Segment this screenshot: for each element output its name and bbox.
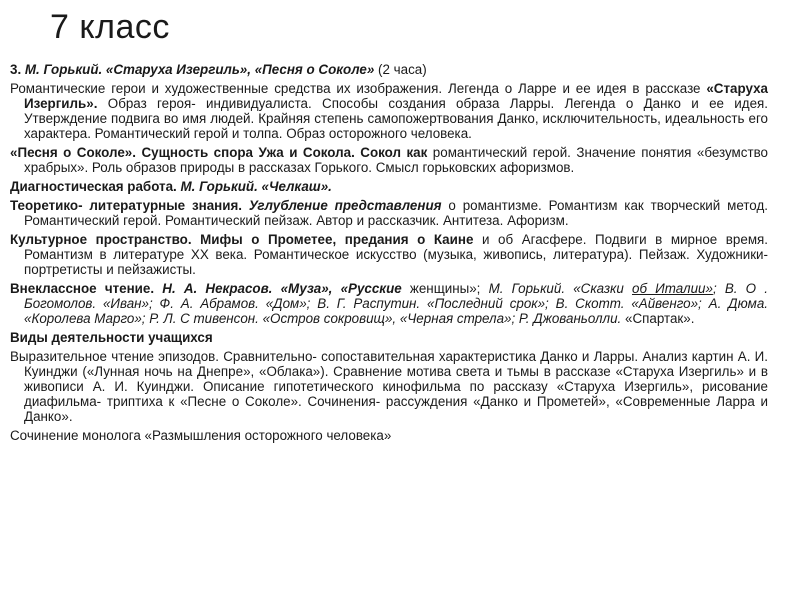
text-segment-bold-italic: Углубление представления [248,198,442,213]
text-segment: романтический герой. Значение понятия «безумство храбрых». Роль образов природы в рассказах Горького. Смысл горьковских афоризмов. [24,145,768,175]
text-segment: Романтические герои и художественные средства их изображения. Легенда о Ларре и ее идея в рассказе [10,81,707,96]
paragraph-extracurricular [10,281,768,326]
text-segment-bold-italic: Н. А. Некрасов. «Муза», «Русские [162,281,402,296]
activities-heading: Виды деятельности учащихся [10,330,213,345]
section-heading [10,62,768,77]
text-segment: и об Агасфере. Подвиги в мирное время. Романтизм в литературе XX века. Романтическое искусство (музыка, живопись, литература). Пейзаж. Художники- портретисты и пейзажисты. [24,232,768,277]
text-segment-italic: М. Горький. «Сказки [488,281,632,296]
heading-number: 3. [10,62,25,77]
slide-title: 7 класс [50,8,170,46]
paragraph-activities: Выразительное чтение эпизодов. Сравнительно- сопоставительная характеристика Данко и Ларры. Анализ картин А. И. Куинджи («Лунная ночь на Днепре», «Облака»). Сравнение мотива света и тьмы в рассказе «Старуха Изергиль» и в живописи А. И. Куинджи. Описание гипотетического кинофильма по рассказу «Старуха Изергиль», рисование диафильма- триптиха к «Песне о Соколе». Сочинения- рассуждения «Данко и Прометей», «Современные Ларра и Данко». [10,349,768,424]
text-segment: женщины»; [401,281,489,296]
text-segment: «Спартак». [621,311,695,326]
text-segment-bold-italic: М. Горький. «Челкаш». [180,179,332,194]
heading-works: М. Горький. «Старуха Изергиль», «Песня о Соколе» [24,62,375,77]
text-segment-italic-underline: об Италии» [632,281,713,296]
heading-hours: (2 часа) [374,62,427,77]
paragraph-romantic-heroes [10,81,768,141]
paragraph-monologue: Сочинение монолога «Размышления осторожного человека» [10,428,392,443]
slide-content [10,62,768,447]
paragraph-cultural-space [10,232,768,277]
text-segment-bold: Теоретико- литературные знания. [10,198,249,213]
text-segment-bold: Культурное пространство. Мифы о Прометее, предания о Каине [10,232,474,247]
paragraph-diagnostic [10,179,768,194]
paragraph-theory [10,198,768,228]
text-segment: Образ героя- индивидуалиста. Способы создания образа Ларры. Легенда о Данко и ее идея. Утверждение подвига во имя людей. Крайняя степень самопожертвования Данко, исключительность, идеальность его характера. Романтический герой и толпа. Образ осторожного человека. [24,96,768,141]
paragraph-song-of-falcon [10,145,768,175]
text-segment-bold: «Песня о Соколе». Сущность спора Ужа и Сокола. Сокол как [10,145,428,160]
text-segment: о романтизме. Романтизм как творческий метод. Романтический герой. Романтический пейзаж. Автор и рассказчик. Антитеза. Афоризм. [24,198,768,228]
text-segment-bold: Диагностическая работа. [10,179,181,194]
text-segment-bold: «Старуха Изергиль». [24,81,768,111]
text-segment-italic: ; В. О . Богомолов. «Иван»; Ф. А. Абрамов. «Дом»; В. Г. Распутин. «Последний срок»; В. Скотт. «Айвенго»; А. Дюма. «Королева Марго»; Р. Л. С тивенсон. «Остров сокровищ», «Черная стрела»; Р. Джованьолли. [24,281,768,326]
text-segment-bold: Внеклассное чтение. [10,281,163,296]
